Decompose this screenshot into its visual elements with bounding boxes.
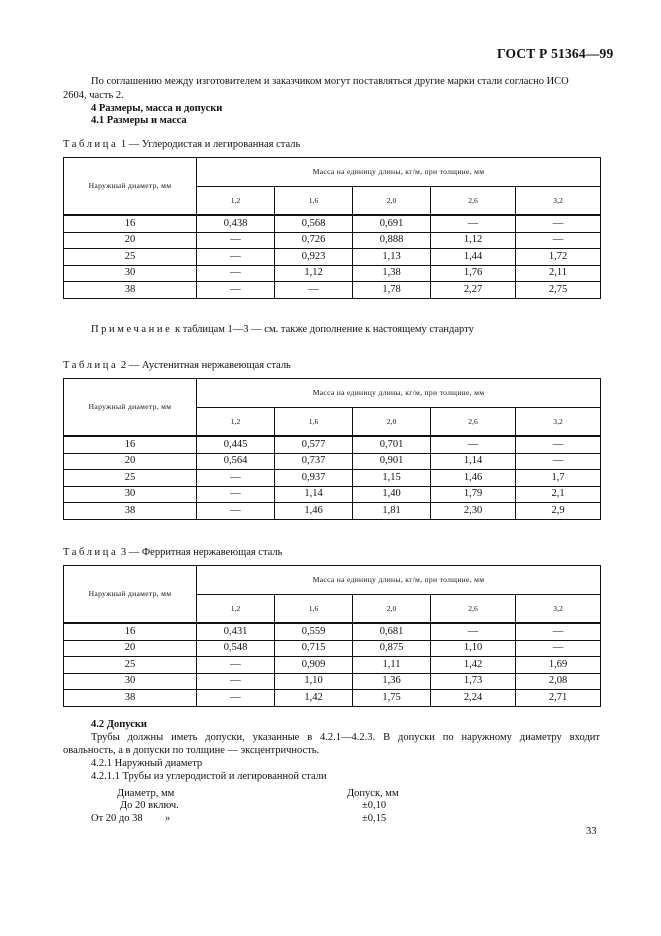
mass-cell: — (197, 282, 275, 299)
diameter-cell: 16 (64, 623, 197, 640)
mass-cell: 0,438 (197, 215, 275, 232)
tolerance-col-tolerance: Допуск, мм (347, 788, 399, 799)
mass-cell: 1,73 (431, 673, 516, 690)
table-title: — Углеродистая и легированная сталь (126, 139, 301, 150)
mass-cell: 0,726 (275, 232, 353, 249)
table-number: 1 (120, 139, 127, 150)
thickness-header: 2,6 (431, 595, 516, 624)
table-row (64, 215, 601, 232)
diameter-cell: 20 (64, 232, 197, 249)
table-3-caption (63, 547, 282, 558)
tolerances-text-line-1: Трубы должны иметь допуски, указанные в 4.2.1—4.2.3. В допуски по наружному диаметру входит (91, 732, 600, 743)
subsection-4-2-1-1: 4.2.1.1 Трубы из углеродистой и легированной стали (91, 771, 327, 782)
mass-cell: 1,72 (516, 249, 601, 266)
mass-cell: 1,76 (431, 265, 516, 282)
tolerance-row-value: ±0,15 (362, 813, 387, 824)
section-4-1-heading: 4.1 Размеры и масса (91, 115, 187, 126)
mass-cell: — (197, 249, 275, 266)
mass-cell: 0,577 (275, 436, 353, 453)
mass-cell: — (197, 657, 275, 674)
mass-cell: — (431, 215, 516, 232)
table-row (64, 486, 601, 503)
table-row (64, 690, 601, 707)
note-text: к таблицам 1—3 — см. также дополнение к настоящему стандарту (172, 324, 474, 335)
mass-cell: 1,69 (516, 657, 601, 674)
mass-cell: — (516, 215, 601, 232)
mass-cell: 1,12 (431, 232, 516, 249)
mass-cell: — (197, 503, 275, 520)
thickness-header: 3,2 (516, 408, 601, 437)
note-label: Примечание (91, 324, 173, 335)
diameter-header: Наружный диаметр, мм (64, 158, 197, 216)
mass-cell: — (431, 436, 516, 453)
intro-line-2: 2604, часть 2. (63, 90, 124, 101)
mass-cell: 0,548 (197, 640, 275, 657)
mass-cell: 1,42 (431, 657, 516, 674)
table-label: Таблица (63, 360, 119, 371)
mass-cell: — (197, 265, 275, 282)
table-row (64, 453, 601, 470)
mass-cell: 0,559 (275, 623, 353, 640)
table-row (64, 282, 601, 299)
mass-cell: 1,44 (431, 249, 516, 266)
diameter-cell: 25 (64, 657, 197, 674)
mass-cell: 1,36 (353, 673, 431, 690)
tolerance-row-range: От 20 до 38 (91, 813, 143, 824)
mass-cell: — (516, 623, 601, 640)
table-row (64, 436, 601, 453)
diameter-cell: 25 (64, 249, 197, 266)
diameter-cell: 30 (64, 673, 197, 690)
mass-cell: 1,12 (275, 265, 353, 282)
mass-cell: — (197, 232, 275, 249)
mass-cell: — (516, 640, 601, 657)
thickness-header: 1,2 (197, 595, 275, 624)
mass-cell: 1,14 (431, 453, 516, 470)
mass-cell: 2,30 (431, 503, 516, 520)
mass-cell: 0,445 (197, 436, 275, 453)
table-row (64, 673, 601, 690)
diameter-cell: 20 (64, 640, 197, 657)
mass-cell: 0,431 (197, 623, 275, 640)
mass-header: Масса на единицу длины, кг/м, при толщине, мм (197, 566, 601, 595)
mass-cell: 0,681 (353, 623, 431, 640)
mass-cell: 1,10 (431, 640, 516, 657)
table-2-caption (63, 360, 291, 371)
diameter-cell: 38 (64, 503, 197, 520)
tolerance-row-value: ±0,10 (362, 800, 387, 811)
table-1-caption (63, 139, 300, 150)
mass-cell: 1,38 (353, 265, 431, 282)
mass-cell: 2,1 (516, 486, 601, 503)
mass-cell: 0,937 (275, 470, 353, 487)
table-row (64, 657, 601, 674)
page-number: 33 (586, 826, 597, 837)
diameter-header: Наружный диаметр, мм (64, 566, 197, 624)
tolerance-col-diameter: Диаметр, мм (117, 788, 175, 799)
diameter-cell: 38 (64, 690, 197, 707)
thickness-header: 2,0 (353, 408, 431, 437)
mass-cell: 1,42 (275, 690, 353, 707)
mass-cell: 1,14 (275, 486, 353, 503)
mass-cell: 2,24 (431, 690, 516, 707)
table-row (64, 623, 601, 640)
mass-cell: — (431, 623, 516, 640)
thickness-header: 2,0 (353, 187, 431, 216)
mass-cell: 0,737 (275, 453, 353, 470)
mass-cell: 1,78 (353, 282, 431, 299)
table-1 (63, 157, 601, 299)
mass-cell: 2,11 (516, 265, 601, 282)
table-row (64, 503, 601, 520)
document-header: ГОСТ Р 51364—99 (497, 46, 614, 61)
table-3 (63, 565, 601, 707)
subsection-4-2-1: 4.2.1 Наружный диаметр (91, 758, 203, 769)
table-number: 2 (120, 360, 127, 371)
mass-cell: 1,10 (275, 673, 353, 690)
mass-cell: — (197, 486, 275, 503)
mass-cell: 0,923 (275, 249, 353, 266)
tolerance-row-ditto: » (165, 813, 171, 824)
mass-cell: — (275, 282, 353, 299)
section-4-heading: 4 Размеры, масса и допуски (91, 103, 223, 114)
mass-cell: — (516, 232, 601, 249)
mass-cell: 0,875 (353, 640, 431, 657)
thickness-header: 1,2 (197, 408, 275, 437)
thickness-header: 2,6 (431, 408, 516, 437)
mass-cell: 2,9 (516, 503, 601, 520)
thickness-header: 1,2 (197, 187, 275, 216)
mass-cell: 0,568 (275, 215, 353, 232)
mass-cell: 0,901 (353, 453, 431, 470)
mass-cell: 1,13 (353, 249, 431, 266)
intro-line-1: По соглашению между изготовителем и заказчиком могут поставляться другие марки стали согласно ИСО (91, 76, 569, 87)
diameter-cell: 16 (64, 215, 197, 232)
table-title: — Ферритная нержавеющая сталь (126, 547, 283, 558)
table-row (64, 265, 601, 282)
mass-cell: 0,715 (275, 640, 353, 657)
mass-cell: — (197, 690, 275, 707)
mass-cell: 1,81 (353, 503, 431, 520)
diameter-cell: 30 (64, 265, 197, 282)
table-label: Таблица (63, 139, 119, 150)
table-title: — Аустенитная нержавеющая сталь (126, 360, 291, 371)
mass-cell: 1,40 (353, 486, 431, 503)
mass-cell: 2,27 (431, 282, 516, 299)
diameter-cell: 38 (64, 282, 197, 299)
diameter-cell: 25 (64, 470, 197, 487)
tolerance-row-range: До 20 включ. (120, 800, 179, 811)
mass-cell: 1,79 (431, 486, 516, 503)
thickness-header: 2,0 (353, 595, 431, 624)
mass-header: Масса на единицу длины, кг/м, при толщине, мм (197, 379, 601, 408)
mass-cell: 1,46 (431, 470, 516, 487)
mass-cell: 1,11 (353, 657, 431, 674)
table-row (64, 470, 601, 487)
mass-cell: 1,7 (516, 470, 601, 487)
thickness-header: 3,2 (516, 187, 601, 216)
thickness-header: 1,6 (275, 187, 353, 216)
thickness-header: 3,2 (516, 595, 601, 624)
table-row (64, 640, 601, 657)
mass-cell: 1,15 (353, 470, 431, 487)
diameter-header: Наружный диаметр, мм (64, 379, 197, 437)
thickness-header: 2,6 (431, 187, 516, 216)
mass-cell: — (516, 453, 601, 470)
table-row (64, 232, 601, 249)
mass-cell: 2,75 (516, 282, 601, 299)
diameter-cell: 16 (64, 436, 197, 453)
mass-header: Масса на единицу длины, кг/м, при толщине, мм (197, 158, 601, 187)
mass-cell: 0,564 (197, 453, 275, 470)
mass-cell: — (516, 436, 601, 453)
mass-cell: 2,71 (516, 690, 601, 707)
mass-cell: — (197, 470, 275, 487)
thickness-header: 1,6 (275, 595, 353, 624)
mass-cell: 0,701 (353, 436, 431, 453)
mass-cell: 0,888 (353, 232, 431, 249)
note (91, 323, 474, 337)
thickness-header: 1,6 (275, 408, 353, 437)
section-4-2-heading: 4.2 Допуски (91, 719, 147, 730)
mass-cell: 1,75 (353, 690, 431, 707)
mass-cell: 0,691 (353, 215, 431, 232)
table-2 (63, 378, 601, 520)
mass-cell: — (197, 673, 275, 690)
diameter-cell: 30 (64, 486, 197, 503)
tolerances-text-line-2: овальность, а в допуски по толщине — эксцентричность. (63, 745, 320, 756)
table-row (64, 249, 601, 266)
mass-cell: 0,909 (275, 657, 353, 674)
table-label: Таблица (63, 547, 119, 558)
mass-cell: 2,08 (516, 673, 601, 690)
mass-cell: 1,46 (275, 503, 353, 520)
table-number: 3 (120, 547, 127, 558)
diameter-cell: 20 (64, 453, 197, 470)
